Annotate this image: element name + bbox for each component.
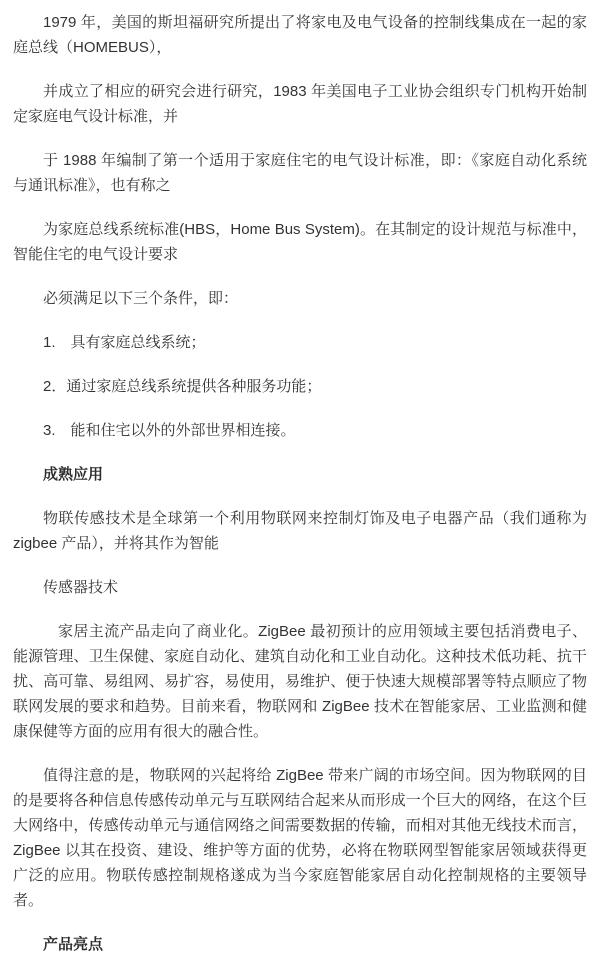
section-heading: 成熟应用 [43, 466, 104, 483]
paragraph: 值得注意的是，物联网的兴起将给 ZigBee 带来广阔的市场空间。因为物联网的目的是要将各种信息传感传动单元与互联网结合起来从而形成一个巨大的网络，在这个巨大网络中，传感传动单元与通信网络之间需要数据的传输，而相对其他无线技术而言，ZigBee 以其在投资、建设、维护等方面的优势，必将在物联网型智能家居领域获得更广泛的应用。物联传感控制规格遂成为当今家庭智能家居自动化控制规格的主要领导者。 [13, 767, 587, 909]
paragraph: 物联传感技术是全球第一个利用物联网来控制灯饰及电子电器产品（我们通称为 zigbee 产品），并将其作为智能 [13, 510, 587, 552]
ordered-list-item: 1. 具有家庭总线系统； [43, 334, 206, 351]
paragraph: 家居主流产品走向了商业化。ZigBee 最初预计的应用领域主要包括消费电子、能源管理、卫生保健、家庭自动化、建筑自动化和工业自动化。这种技术低功耗、抗干扰、高可靠、易组网、易扩容，易使用，易维护、便于快速大规模部署等特点顺应了物联网发展的要求和趋势。目前来看，物联网和 ZigBee 技术在智能家居、工业监测和健康保健等方面的应用有很大的融合性。 [13, 623, 587, 740]
paragraph: 为家庭总线系统标准(HBS，Home Bus System)。在其制定的设计规范与标准中，智能住宅的电气设计要求 [13, 221, 587, 263]
paragraph: 传感器技术 [43, 579, 119, 596]
paragraph: 并成立了相应的研究会进行研究，1983 年美国电子工业协会组织专门机构开始制定家庭电气设计标准，并 [13, 83, 587, 125]
section-heading: 产品亮点 [43, 936, 104, 953]
ordered-list-item: 3. 能和住宅以外的外部世界相连接。 [43, 422, 296, 439]
paragraph: 1979 年，美国的斯坦福研究所提出了将家电及电气设备的控制线集成在一起的家庭总线（HOMEBUS）， [13, 14, 587, 56]
ordered-list-item: 2．通过家庭总线系统提供各种服务功能； [43, 378, 322, 395]
paragraph: 于 1988 年编制了第一个适用于家庭住宅的电气设计标准，即：《家庭自动化系统与通讯标准》，也有称之 [13, 152, 587, 194]
paragraph: 必须满足以下三个条件，即： [43, 290, 239, 307]
